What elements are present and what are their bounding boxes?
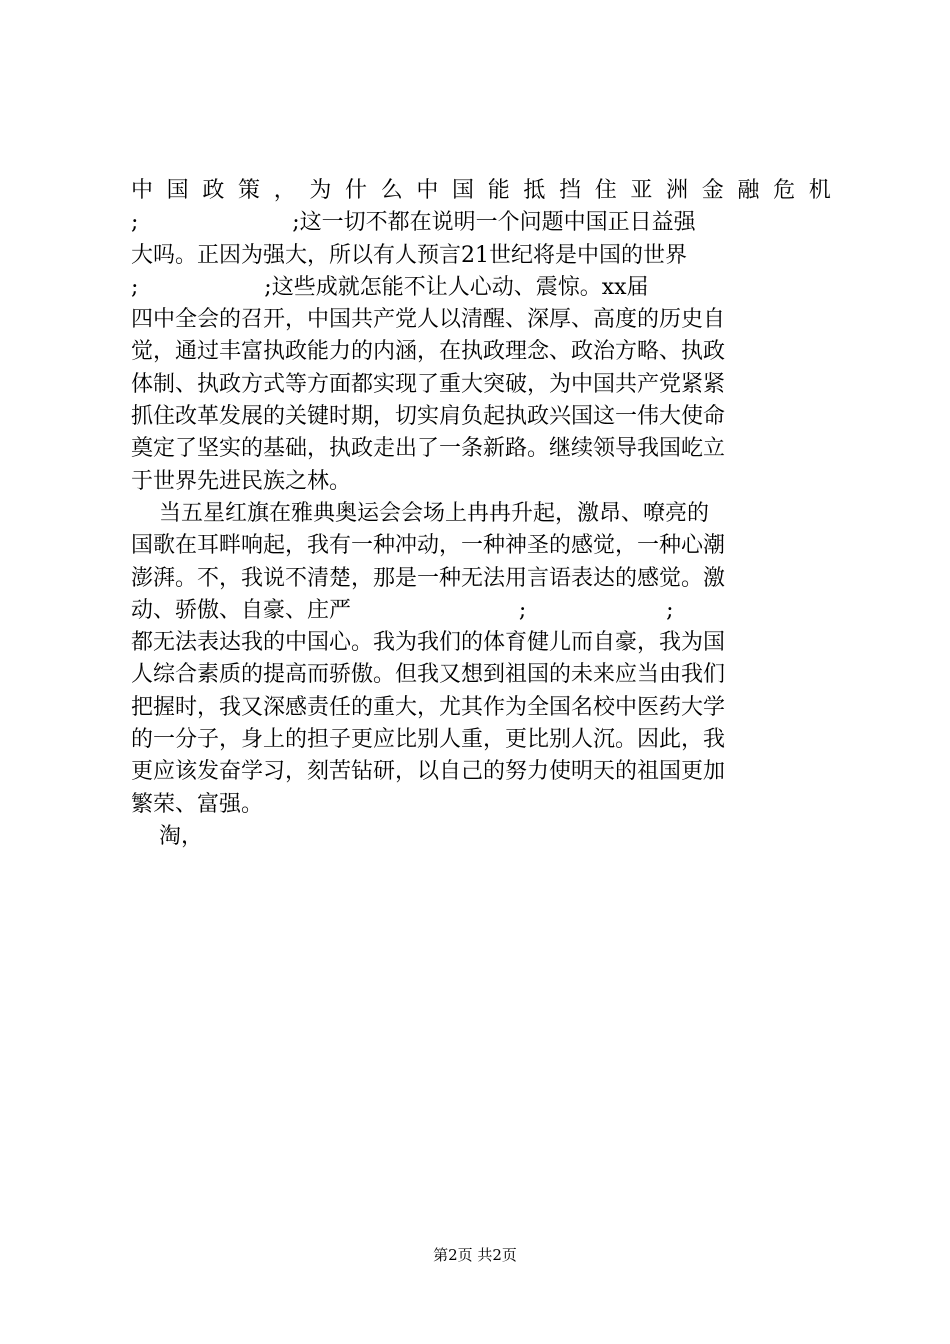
text-line-content: 人综合素质的提高而骄傲。但我又想到祖国的未来应当由我们 [131,662,726,688]
text-line [131,821,831,853]
text-line-content: 四中全会的召开，中国共产党人以清醒、深厚、高度的历史自 [131,307,726,333]
page-footer: 第2页 共2页 [433,1246,517,1264]
text-line [131,207,831,239]
document-body [131,175,831,853]
text-line-content: ; ;这些成就怎能不让人心动、震惊。xx届 [131,274,649,300]
text-line [131,595,831,627]
text-line [131,336,831,368]
text-line-content: ; ;这一切不都在说明一个问题中国正日益强 [131,210,696,236]
text-line-content: 澎湃。不，我说不清楚，那是一种无法用言语表达的感觉。激 [131,565,726,591]
text-line-content: 都无法表达我的中国心。我为我们的体育健儿而自豪，我为国 [131,630,726,656]
text-line-content: 把握时，我又深感责任的重大，尤其作为全国名校中医药大学 [131,694,726,720]
text-line-content: 觉，通过丰富执政能力的内涵，在执政理念、政治方略、执政 [131,339,726,365]
text-line [131,724,831,756]
text-line [131,433,831,465]
text-line [131,304,831,336]
text-line-content: 于世界先进民族之林。 [131,468,352,494]
text-line [131,272,831,304]
text-line [131,563,831,595]
text-line [131,401,831,433]
text-line-content: 大吗。正因为强大，所以有人预言21世纪将是中国的世界 [131,242,687,268]
text-line-content: 当五星红旗在雅典奥运会会场上冉冉升起，激昂、嘹亮的 [131,500,709,526]
text-line-content: 国歌在耳畔响起，我有一种冲动，一种神圣的感觉，一种心潮 [131,533,726,559]
text-line [131,756,831,788]
text-line [131,240,831,272]
text-line [131,466,831,498]
text-line [131,369,831,401]
text-line-content: 更应该发奋学习，刻苦钻研，以自己的努力使明天的祖国更加 [131,759,726,785]
text-line-content: 体制、执政方式等方面都实现了重大突破，为中国共产党紧紧 [131,371,726,397]
text-line [131,530,831,562]
text-line-content: 淘， [131,823,203,849]
text-line-content: 繁荣、富强。 [131,791,264,817]
text-line [131,659,831,691]
text-line [131,789,831,821]
text-line [131,498,831,530]
text-line [131,627,831,659]
text-line-content: 动、骄傲、自豪、庄严 ; ; [131,597,674,623]
text-line: 中 国 政 策 ， 为 什 么 中 国 能 抵 挡 住 亚 洲 金 融 危 机 [131,178,831,203]
text-line-content: 奠定了坚实的基础，执政走出了一条新路。继续领导我国屹立 [131,436,726,462]
text-line-content: 抓住改革发展的关键时期，切实肩负起执政兴国这一伟大使命 [131,404,726,430]
text-line [131,692,831,724]
text-line-content: 的一分子，身上的担子更应比别人重，更比别人沉。因此，我 [131,727,726,753]
